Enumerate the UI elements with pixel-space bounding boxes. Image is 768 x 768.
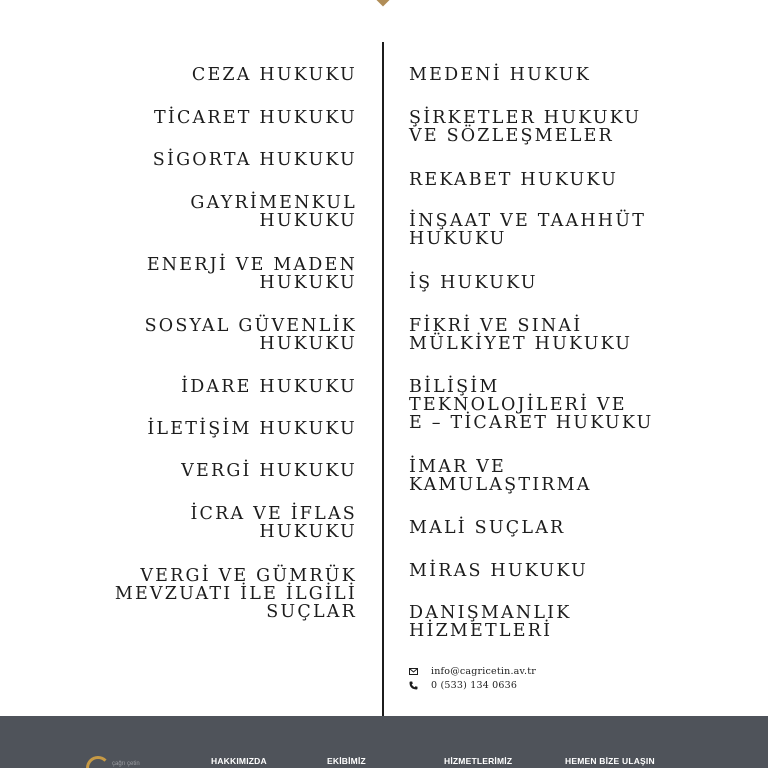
- site-footer: [0, 716, 768, 768]
- decorative-diamond: [375, 0, 392, 6]
- practice-area-label-line: GAYRİMENKUL: [190, 193, 357, 213]
- practice-area-left-7[interactable]: [27, 420, 357, 438]
- practice-area-label-line: MALİ SUÇLAR: [409, 518, 566, 538]
- practice-area-label-line: BİLİŞİM: [409, 377, 500, 397]
- practice-area-label-line: HUKUKU: [259, 334, 357, 354]
- practice-area-label-line: İNŞAAT VE TAAHHÜT: [409, 211, 647, 231]
- practice-area-right-4[interactable]: [409, 274, 749, 292]
- practice-area-label-line: SOSYAL GÜVENLİK: [144, 316, 357, 336]
- practice-area-right-5[interactable]: [409, 317, 749, 353]
- practice-area-label-line: İDARE HUKUKU: [181, 377, 357, 397]
- footer-link-services[interactable]: HİZMETLERİMİZ: [444, 756, 513, 766]
- practice-area-right-2[interactable]: [409, 171, 749, 189]
- practice-area-left-3[interactable]: [27, 194, 357, 230]
- contact-email-row[interactable]: [409, 664, 536, 678]
- practice-area-label-line: DANIŞMANLIK: [409, 603, 572, 623]
- practice-area-left-2[interactable]: [27, 151, 357, 169]
- practice-area-label-line: REKABET HUKUKU: [409, 170, 619, 190]
- practice-area-right-3[interactable]: [409, 212, 749, 248]
- practice-area-right-9[interactable]: [409, 562, 749, 580]
- practice-area-left-10[interactable]: [27, 567, 357, 621]
- practice-area-label-line: İMAR VE: [409, 457, 507, 477]
- footer-logo-text: çağrı çetin: [112, 761, 140, 767]
- footer-logo-icon[interactable]: [86, 756, 110, 768]
- envelope-icon: [409, 668, 431, 675]
- practice-area-left-8[interactable]: [27, 462, 357, 480]
- practice-area-label-line: İŞ HUKUKU: [409, 273, 538, 293]
- practice-area-label-line: HUKUKU: [409, 229, 507, 249]
- practice-area-label-line: CEZA HUKUKU: [191, 65, 357, 85]
- practice-area-left-9[interactable]: [27, 505, 357, 541]
- contact-phone[interactable]: 0 (533) 134 0636: [431, 679, 518, 691]
- practice-area-label-line: MEDENİ HUKUK: [409, 65, 591, 85]
- column-divider: [382, 42, 384, 716]
- practice-area-label-line: HUKUKU: [259, 522, 357, 542]
- practice-area-label-line: TİCARET HUKUKU: [153, 108, 357, 128]
- practice-area-label-line: HUKUKU: [259, 273, 357, 293]
- practice-area-label-line: MİRAS HUKUKU: [409, 561, 589, 581]
- practice-area-left-4[interactable]: [27, 256, 357, 292]
- practice-area-label-line: VERGİ HUKUKU: [181, 461, 357, 481]
- practice-area-right-1[interactable]: [409, 109, 749, 145]
- practice-area-label-line: KAMULAŞTIRMA: [409, 475, 592, 495]
- contact-phone-row[interactable]: [409, 678, 536, 692]
- practice-area-label-line: İLETİŞİM HUKUKU: [147, 419, 357, 439]
- footer-link-team[interactable]: EKİBİMİZ: [327, 756, 366, 766]
- practice-area-label-line: VERGİ VE GÜMRÜK: [140, 566, 357, 586]
- practice-area-label-line: HİZMETLERİ: [409, 621, 553, 641]
- contact-info: [409, 664, 536, 692]
- practice-area-right-6[interactable]: [409, 378, 749, 432]
- practice-area-right-7[interactable]: [409, 458, 749, 494]
- practice-area-label-line: FİKRİ VE SINAİ: [409, 316, 583, 336]
- practice-area-label-line: TEKNOLOJİLERİ VE: [409, 395, 627, 415]
- practice-area-left-6[interactable]: [27, 378, 357, 396]
- practice-area-label-line: ENERJİ VE MADEN: [146, 255, 357, 275]
- practice-area-label-line: E – TİCARET HUKUKU: [409, 413, 654, 433]
- practice-area-right-10[interactable]: [409, 604, 749, 640]
- practice-area-label-line: SİGORTA HUKUKU: [152, 150, 357, 170]
- practice-area-label-line: SUÇLAR: [266, 602, 357, 622]
- practice-area-label-line: HUKUKU: [259, 211, 357, 231]
- practice-area-label-line: İCRA VE İFLAS: [190, 504, 357, 524]
- footer-link-contact[interactable]: HEMEN BİZE ULAŞIN: [565, 756, 655, 766]
- contact-email[interactable]: info@cagricetin.av.tr: [431, 665, 536, 677]
- footer-link-about[interactable]: HAKKIMIZDA: [211, 756, 267, 766]
- practice-area-left-0[interactable]: [27, 66, 357, 84]
- practice-area-right-8[interactable]: [409, 519, 749, 537]
- practice-area-label-line: MÜLKİYET HUKUKU: [409, 334, 633, 354]
- practice-area-right-0[interactable]: [409, 66, 749, 84]
- practice-area-label-line: MEVZUATI İLE İLGİLİ: [114, 584, 357, 604]
- practice-area-left-1[interactable]: [27, 109, 357, 127]
- practice-area-label-line: ŞİRKETLER HUKUKU: [409, 108, 642, 128]
- phone-icon: [409, 681, 431, 690]
- practice-area-left-5[interactable]: [27, 317, 357, 353]
- practice-area-label-line: VE SÖZLEŞMELER: [409, 126, 614, 146]
